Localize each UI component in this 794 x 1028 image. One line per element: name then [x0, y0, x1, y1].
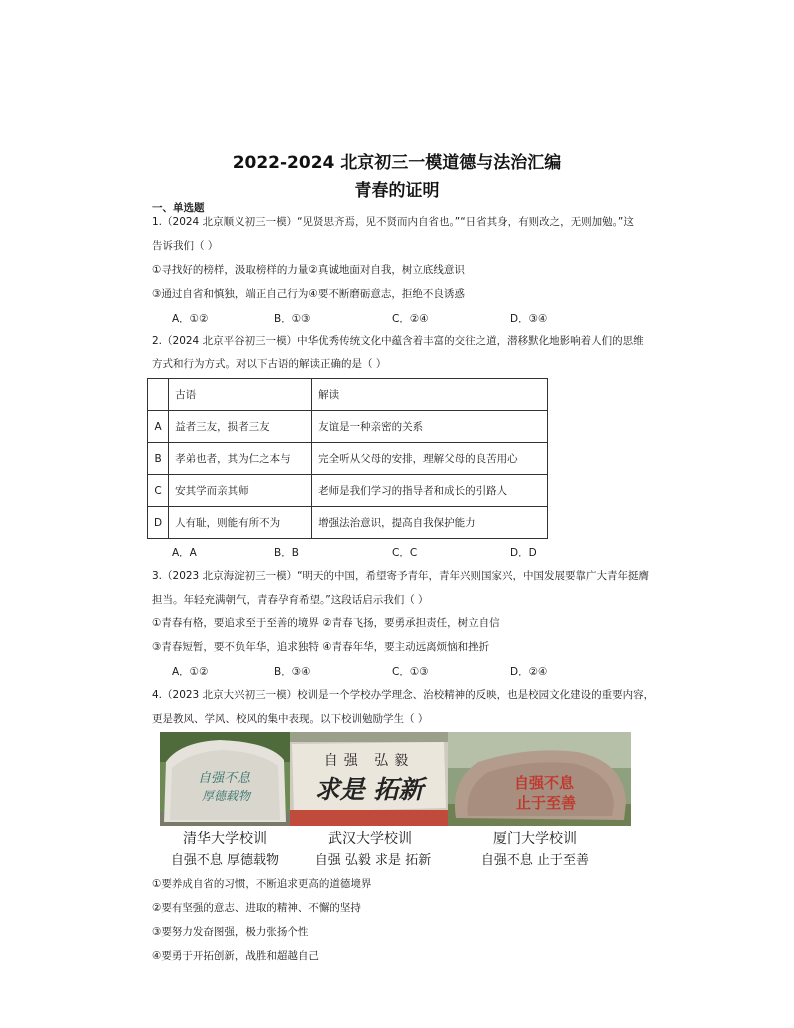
- stone-text-line2: 止于至善: [515, 794, 577, 812]
- q2-option-b[interactable]: B．B: [274, 547, 299, 559]
- q1-option-a[interactable]: A．①②: [172, 313, 209, 325]
- q3-option-c[interactable]: C．①③: [392, 666, 429, 678]
- table-row: [148, 507, 548, 539]
- table-row-interp: 友谊是一种亲密的关系: [312, 411, 548, 443]
- q2-option-c[interactable]: C．C: [392, 547, 418, 559]
- q3-option-b[interactable]: B．③④: [274, 666, 311, 678]
- table-header-row: [148, 379, 548, 411]
- photo-caption: 清华大学校训: [183, 831, 267, 847]
- q2-stem-line1: 2.（2024 北京平谷初三一模）中华优秀传统文化中蕴含着丰富的交往之道，潜移默化地影响着人们的思维: [152, 335, 644, 347]
- q4-item: ②要有坚强的意志、进取的精神、不懈的坚持: [152, 902, 361, 914]
- q4-stem-line1: 4.（2023 北京大兴初三一模）校训是一个学校办学理念、治校精神的反映，也是校园文化建设的重要内容，: [152, 689, 655, 701]
- table-header-saying: 古语: [169, 379, 312, 411]
- q3-option-d[interactable]: D．②④: [510, 666, 548, 678]
- q1-option-b[interactable]: B．①③: [274, 313, 311, 325]
- table-row-key: D: [148, 507, 169, 539]
- q4-stem-line2: 更是教风、学风、校风的集中表现。以下校训勉励学生（ ）: [152, 713, 429, 725]
- q2-option-a[interactable]: A．A: [172, 547, 197, 559]
- table-row-saying: 安其学而亲其师: [169, 475, 312, 507]
- table-row: [148, 411, 548, 443]
- table-row-interp: 完全听从父母的安排，理解父母的良苦用心: [312, 443, 548, 475]
- document-title: 2022-2024 北京初三一模道德与法治汇编: [232, 153, 562, 173]
- stone-text-line2: 求是 拓新: [314, 775, 424, 804]
- table-header-interp: 解读: [312, 379, 548, 411]
- q1-option-c[interactable]: C．②④: [392, 313, 429, 325]
- table-row-key: C: [148, 475, 169, 507]
- photo-motto: 自强 弘毅 求是 拓新: [314, 853, 432, 868]
- xmu-motto-photo: [448, 732, 631, 826]
- q3-stem-line2: 担当。年轻充满朝气，青春孕育希望。”这段话启示我们（ ）: [152, 594, 429, 606]
- photo-caption: 武汉大学校训: [328, 831, 412, 847]
- stone-text-line1: 自强不息: [513, 774, 575, 792]
- tsinghua-motto-photo: [160, 732, 290, 826]
- whu-motto-photo: [290, 732, 448, 826]
- q3-option-a[interactable]: A．①②: [172, 666, 209, 678]
- q2-option-d[interactable]: D．D: [510, 547, 537, 559]
- table-row: [148, 443, 548, 475]
- stone-text-line1: 自强 弘毅: [323, 753, 415, 769]
- q3-item-line2: ③青春短暂，要不负年华，追求独特 ④青春年华，要主动远离烦恼和挫折: [152, 641, 490, 653]
- table-row-saying: 人有耻，则能有所不为: [169, 507, 312, 539]
- q3-stem-line1: 3.（2023 北京海淀初三一模）“明天的中国，希望寄予青年，青年兴则国家兴，中国发展要靠广大青年挺膺: [152, 570, 650, 582]
- q1-item-line1: ①寻找好的榜样，汲取榜样的力量②真诚地面对自我，树立底线意识: [152, 264, 465, 276]
- table-row-interp: 增强法治意识，提高自我保护能力: [312, 507, 548, 539]
- document-subtitle: 青春的证明: [354, 181, 440, 201]
- photo-motto: 自强不息 厚德载物: [170, 853, 280, 868]
- table-cell: [148, 379, 169, 411]
- q4-item: ①要养成自省的习惯，不断追求更高的道德境界: [152, 878, 372, 890]
- q1-stem-line2: 告诉我们（ ）: [152, 240, 219, 252]
- q3-item-line1: ①青春有格，要追求至于至善的境界 ②青春飞扬，要勇承担责任，树立自信: [152, 617, 500, 629]
- q2-table: [147, 378, 548, 539]
- table-row-interp: 老师是我们学习的指导者和成长的引路人: [312, 475, 548, 507]
- photo-motto: 自强不息 止于至善: [480, 853, 590, 868]
- section-heading: 一、单选题: [152, 202, 205, 214]
- q4-item: ④要勇于开拓创新，战胜和超越自己: [152, 950, 319, 962]
- stone-text-line1: 自强不息: [197, 771, 251, 786]
- q1-option-d[interactable]: D．③④: [510, 313, 548, 325]
- table-row-saying: 益者三友，损者三友: [169, 411, 312, 443]
- stone-text-line2: 厚德载物: [201, 789, 251, 803]
- photo-caption: 厦门大学校训: [493, 831, 577, 847]
- q2-stem-line2: 方式和行为方式。对以下古语的解读正确的是（ ）: [152, 358, 387, 370]
- q4-item: ③要努力发奋图强，极力张扬个性: [152, 926, 309, 938]
- table-row-saying: 孝弟也者，其为仁之本与: [169, 443, 312, 475]
- table-row: [148, 475, 548, 507]
- q1-stem-line1: 1.（2024 北京顺义初三一模）“见贤思齐焉，见不贤而内自省也。”“日省其身，有则改之，无则加勉。”这: [152, 216, 634, 228]
- table-row-key: B: [148, 443, 169, 475]
- table-row-key: A: [148, 411, 169, 443]
- q1-item-line2: ③通过自省和慎独，端正自己行为④要不断磨砺意志，拒绝不良诱惑: [152, 288, 465, 300]
